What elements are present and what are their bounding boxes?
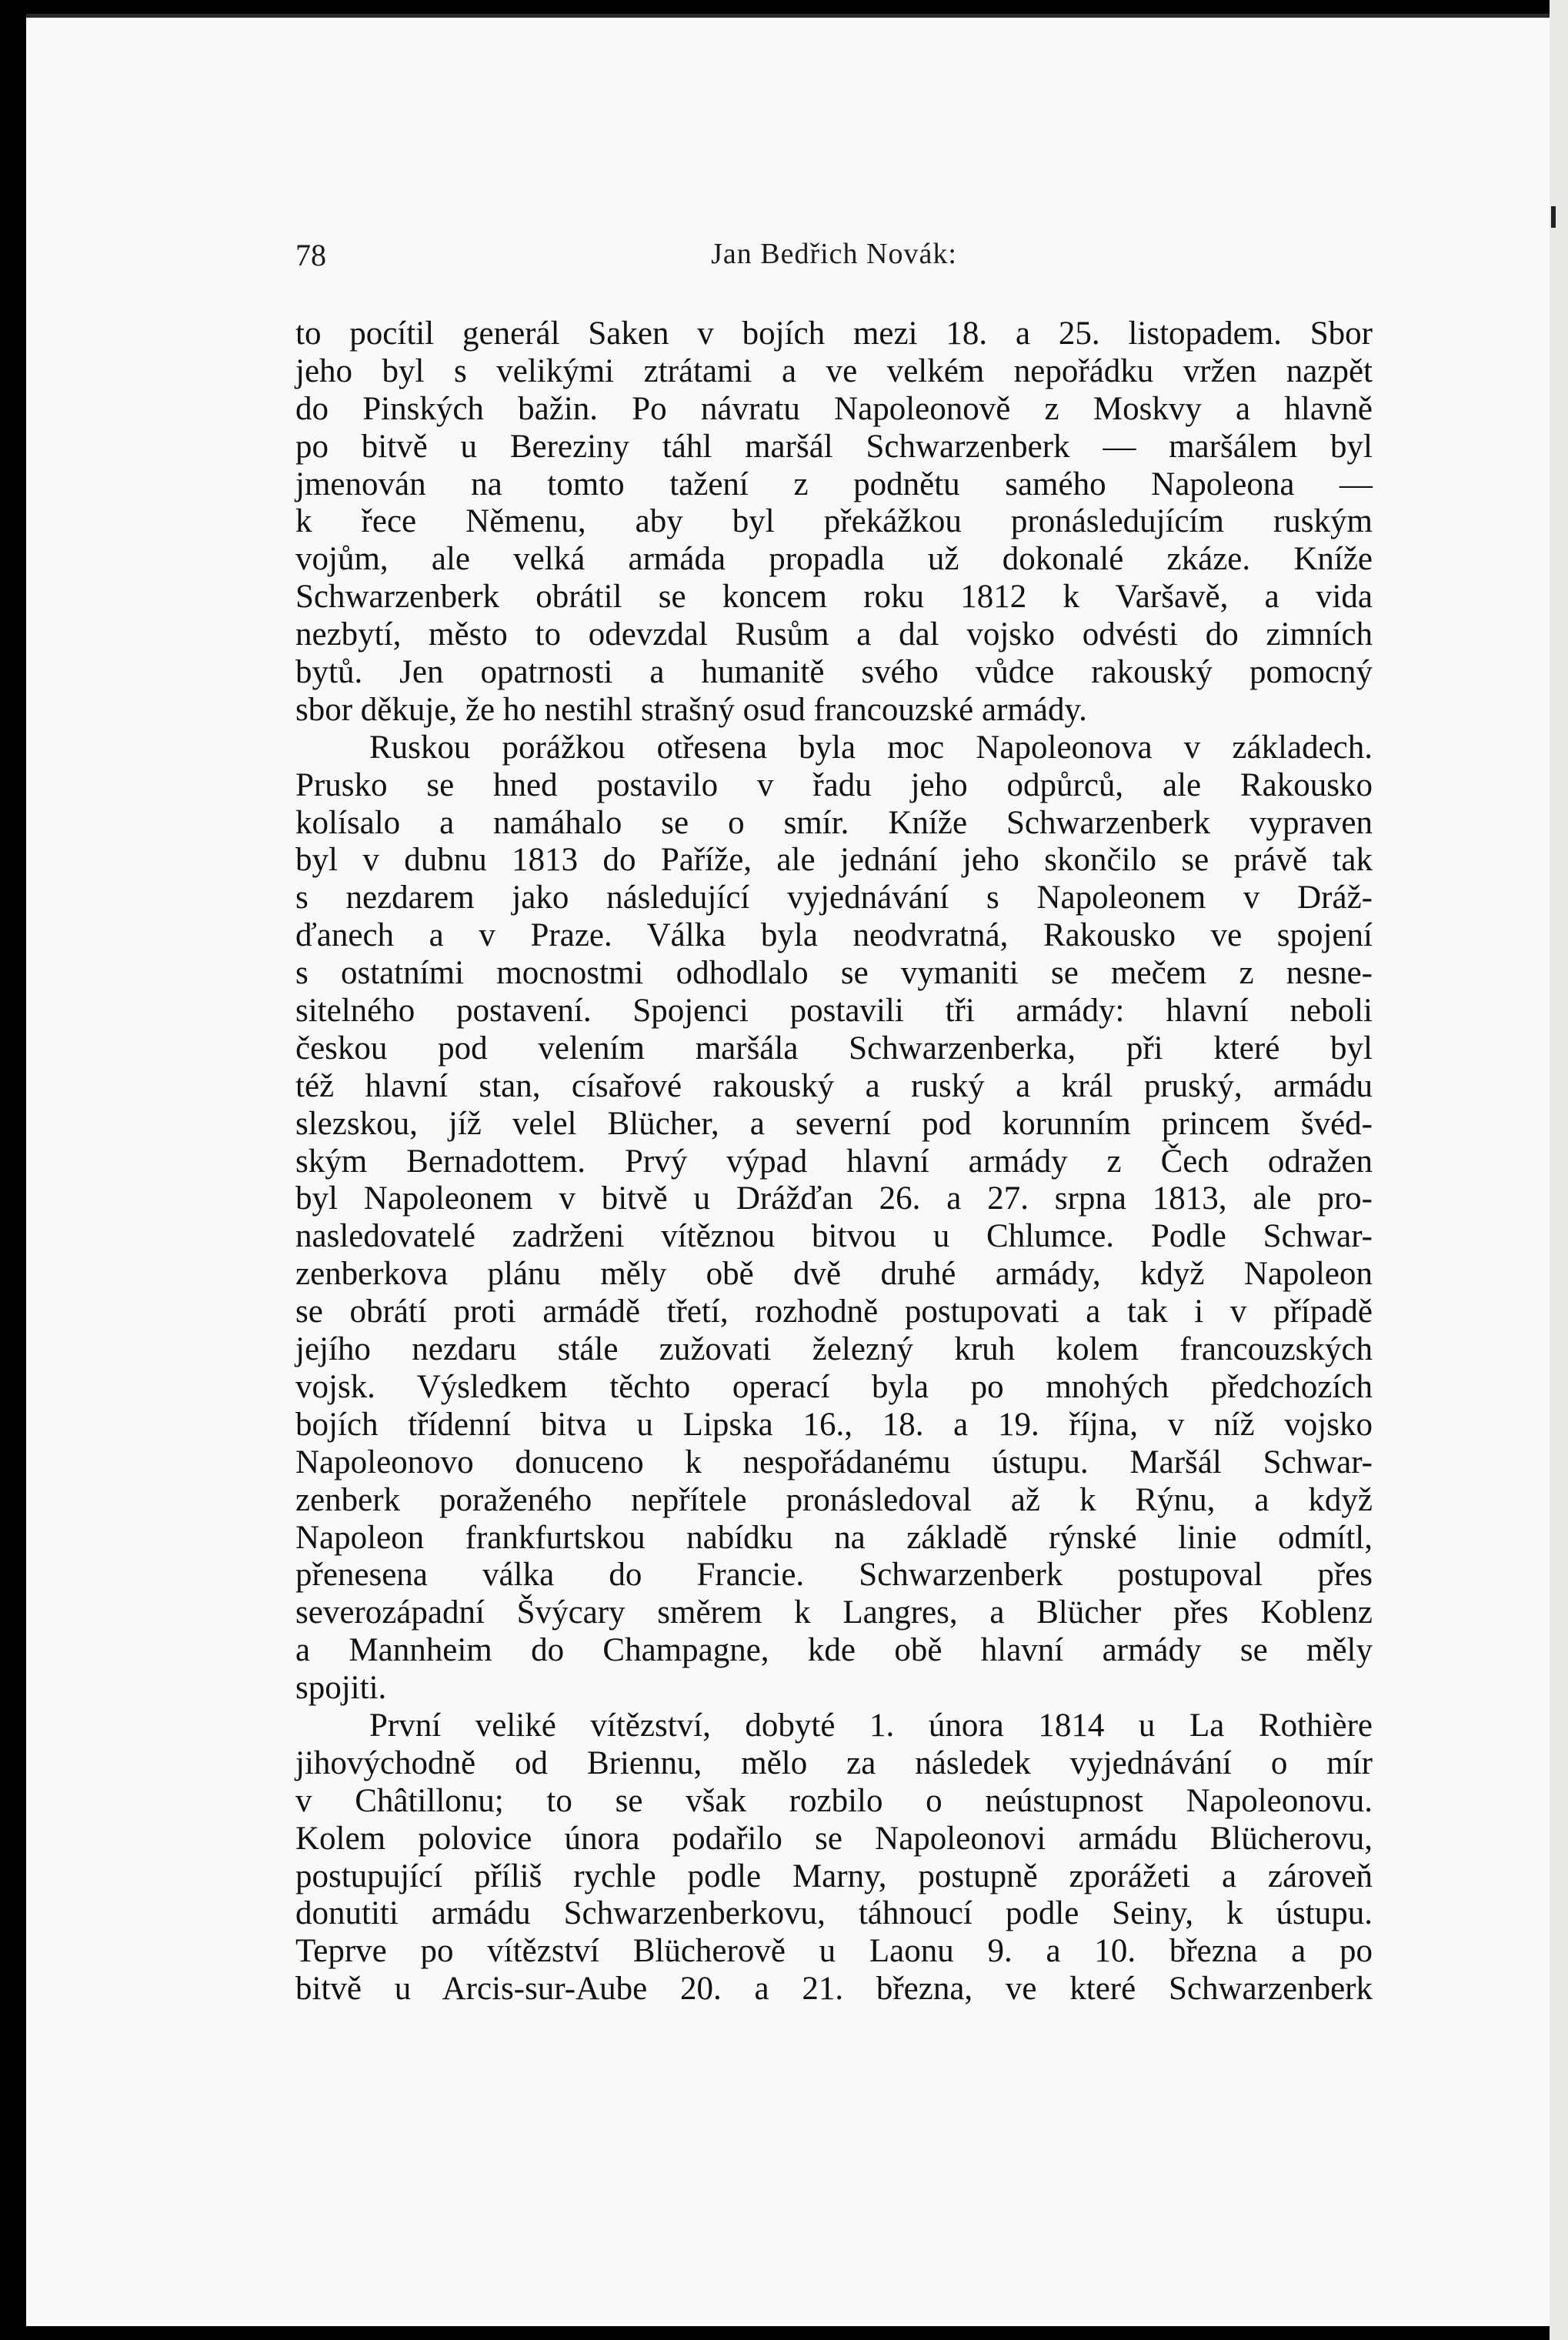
text-line: postupující příliš rychle podle Marny, postupně zporážeti a zároveň <box>295 1858 1373 1894</box>
text-line: vojům, ale velká armáda propadla už dokonalé zkáze. Kníže <box>295 541 1373 578</box>
text-line: Teprve po vítězství Blücherově u Laonu 9. a 10. března a po <box>295 1933 1373 1970</box>
text-line: s ostatními mocnostmi odhodlalo se vymaniti se mečem z nesne- <box>295 955 1373 992</box>
text-line: ským Bernadottem. Prvý výpad hlavní armády z Čech odražen <box>295 1143 1373 1180</box>
body-text <box>295 315 1373 2008</box>
text-line: k řece Němenu, aby byl překážkou pronásledujícím ruským <box>295 503 1373 540</box>
text-line: byl v dubnu 1813 do Paříže, ale jednání jeho skončilo se právě tak <box>295 842 1373 879</box>
text-line: spojiti. <box>295 1670 387 1707</box>
text-line: nezbytí, město to odevzdal Rusům a dal vojsko odvésti do zimních <box>295 616 1373 653</box>
text-line: byl Napoleonem v bitvě u Drážďan 26. a 27. srpna 1813, ale pro- <box>295 1180 1373 1217</box>
text-line: do Pinských bažin. Po návratu Napoleonově z Moskvy a hlavně <box>295 390 1373 427</box>
running-head: Jan Bedřich Novák: <box>711 238 957 270</box>
text-line: nasledovatelé zadrženi vítěznou bitvou u Chlumce. Podle Schwar- <box>295 1218 1373 1255</box>
paragraph <box>295 1707 1373 2008</box>
page-number: 78 <box>295 238 326 272</box>
text-line: bytů. Jen opatrnosti a humanitě svého vůdce rakouský pomocný <box>295 654 1373 691</box>
text-line: Prusko se hned postavilo v řadu jeho odpůrců, ale Rakousko <box>295 766 1373 803</box>
paragraph <box>295 729 1373 1707</box>
text-line: kolísalo a namáhalo se o smír. Kníže Schwarzenberk vypraven <box>295 804 1373 841</box>
text-line: zenberk poraženého nepřítele pronásledoval až k Rýnu, a když <box>295 1481 1373 1518</box>
text-line: českou pod velením maršála Schwarzenberka, při které byl <box>295 1030 1373 1067</box>
text-line: se obrátí proti armádě třetí, rozhodně postupovati a tak i v případě <box>295 1294 1373 1330</box>
text-line: Kolem polovice února podařilo se Napoleonovi armádu Blücherovu, <box>295 1820 1373 1857</box>
text-line: sitelného postavení. Spojenci postavili tři armády: hlavní neboli <box>295 993 1373 1030</box>
text-line: po bitvě u Bereziny táhl maršál Schwarzenberk — maršálem byl <box>295 428 1373 465</box>
text-line: zenberkova plánu měly obě dvě druhé armády, když Napoleon <box>295 1256 1373 1293</box>
right-page-edge <box>1550 0 1568 2340</box>
text-line: vojsk. Výsledkem těchto operací byla po mnohých předchozích <box>295 1368 1373 1405</box>
text-line: jejího nezdaru stále zužovati železný kruh kolem francouzských <box>295 1331 1373 1368</box>
text-line: slezskou, jíž velel Blücher, a severní pod korunním princem švéd- <box>295 1105 1373 1142</box>
text-line: donutiti armádu Schwarzenberkovu, táhnoucí podle Seiny, k ústupu. <box>295 1895 1373 1932</box>
text-line: Ruskou porážkou otřesena byla moc Napoleonova v základech. <box>369 729 1373 766</box>
text-line: sbor děkuje, že ho nestihl strašný osud francouzské armády. <box>295 691 1087 728</box>
text-line: jihovýchodně od Briennu, mělo za následek vyjednávání o mír <box>295 1744 1373 1781</box>
text-line: to pocítil generál Saken v bojích mezi 18. a 25. listopadem. Sbor <box>295 315 1373 352</box>
text-line: První veliké vítězství, dobyté 1. února 1814 u La Rothière <box>369 1707 1373 1744</box>
text-line: bitvě u Arcis-sur-Aube 20. a 21. března, ve které Schwarzenberk <box>295 1971 1373 2008</box>
paragraph <box>295 315 1373 729</box>
text-line: a Mannheim do Champagne, kde obě hlavní armády se měly <box>295 1632 1373 1669</box>
text-line: Napoleon frankfurtskou nabídku na základě rýnské linie odmítl, <box>295 1519 1373 1556</box>
text-line: s nezdarem jako následující vyjednávání s Napoleonem v Dráž- <box>295 880 1373 916</box>
text-line: přenesena válka do Francie. Schwarzenberk postupoval přes <box>295 1557 1373 1594</box>
page-header <box>295 237 1373 283</box>
text-line: v Châtillonu; to se však rozbilo o neústupnost Napoleonovu. <box>295 1782 1373 1819</box>
text-line: jeho byl s velikými ztrátami a ve velkém nepořádku vržen nazpět <box>295 352 1373 389</box>
text-line: Napoleonovo donuceno k nespořádanému ústupu. Maršál Schwar- <box>295 1444 1373 1480</box>
text-line: severozápadní Švýcary směrem k Langres, a Blücher přes Koblenz <box>295 1594 1373 1631</box>
text-line: jmenován na tomto tažení z podnětu samého Napoleona — <box>295 466 1373 502</box>
edge-mark <box>1551 206 1556 228</box>
text-line: bojích třídenní bitva u Lipska 16., 18. a 19. října, v níž vojsko <box>295 1406 1373 1443</box>
text-line: též hlavní stan, císařové rakouský a ruský a král pruský, armádu <box>295 1067 1373 1104</box>
text-line: Schwarzenberk obrátil se koncem roku 1812 k Varšavě, a vida <box>295 579 1373 616</box>
text-line: ďanech a v Praze. Válka byla neodvratná, Rakousko ve spojení <box>295 917 1373 954</box>
